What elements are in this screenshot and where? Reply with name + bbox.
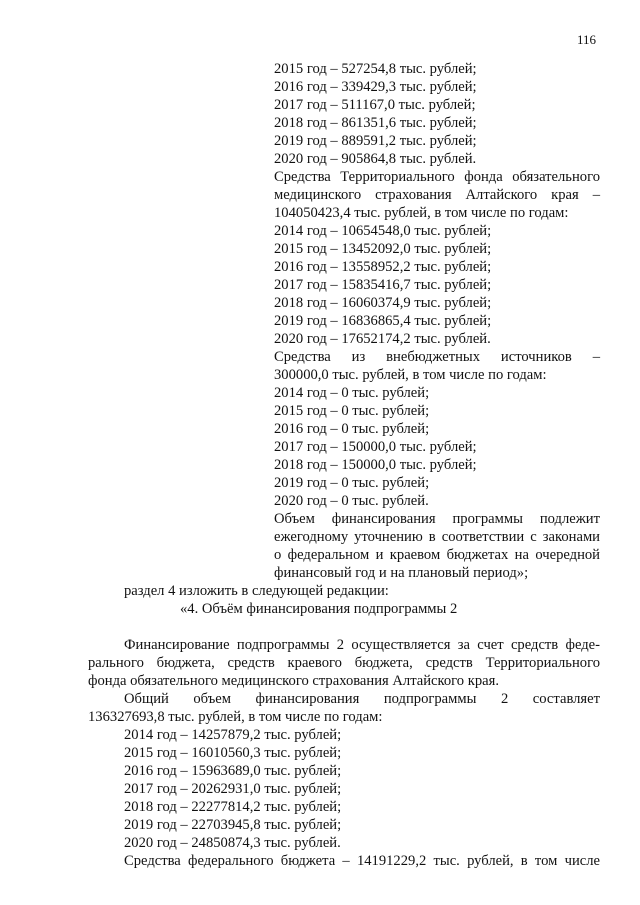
federal-budget-line: Средства федерального бюджета – 14191229,2 тыс. рублей, в том числе <box>124 853 600 869</box>
extrabudget-year-line: 2018 год – 150000,0 тыс. рублей; <box>274 457 477 473</box>
tfoms-heading-line: медицинского страхования Алтайского края – <box>274 187 600 203</box>
funding-year-line: 2019 год – 889591,2 тыс. рублей; <box>274 133 477 149</box>
tfoms-total-line: 104050423,4 тыс. рублей, в том числе по годам: <box>274 205 569 221</box>
tfoms-year-line: 2020 год – 17652174,2 тыс. рублей. <box>274 331 491 347</box>
note-line: ежегодному уточнению в соответствии с законами <box>274 529 600 545</box>
extrabudget-year-line: 2016 год – 0 тыс. рублей; <box>274 421 430 437</box>
extrabudget-year-line: 2019 год – 0 тыс. рублей; <box>274 475 430 491</box>
extrabudget-year-line: 2014 год – 0 тыс. рублей; <box>274 385 430 401</box>
note-line: о федеральном и краевом бюджетах на очередной <box>274 547 600 563</box>
tfoms-year-line: 2017 год – 15835416,7 тыс. рублей; <box>274 277 492 293</box>
total-heading-line: Общий объем финансирования подпрограммы 2 составляет <box>124 691 600 707</box>
section-heading: «4. Объём финансирования подпрограммы 2 <box>180 601 458 617</box>
total-year-line: 2020 год – 24850874,3 тыс. рублей. <box>124 835 341 851</box>
financing-line: рального бюджета, средств краевого бюджета, средств Территориального <box>88 655 600 671</box>
funding-year-line: 2020 год – 905864,8 тыс. рублей. <box>274 151 477 167</box>
extrabudget-year-line: 2020 год – 0 тыс. рублей. <box>274 493 429 509</box>
tfoms-heading-line: Средства Территориального фонда обязательного <box>274 169 600 185</box>
funding-year-line: 2017 год – 511167,0 тыс. рублей; <box>274 97 476 113</box>
total-year-line: 2019 год – 22703945,8 тыс. рублей; <box>124 817 342 833</box>
total-year-line: 2017 год – 20262931,0 тыс. рублей; <box>124 781 342 797</box>
page-number: 116 <box>576 32 596 47</box>
total-year-line: 2018 год – 22277814,2 тыс. рублей; <box>124 799 342 815</box>
tfoms-year-line: 2014 год – 10654548,0 тыс. рублей; <box>274 223 492 239</box>
funding-year-line: 2015 год – 527254,8 тыс. рублей; <box>274 61 477 77</box>
note-line: финансовый год и на плановый период»; <box>274 565 529 581</box>
total-year-line: 2016 год – 15963689,0 тыс. рублей; <box>124 763 342 779</box>
financing-line: фонда обязательного медицинского страхования Алтайского края. <box>88 673 499 689</box>
funding-year-line: 2018 год – 861351,6 тыс. рублей; <box>274 115 477 131</box>
tfoms-year-line: 2016 год – 13558952,2 тыс. рублей; <box>274 259 492 275</box>
extrabudget-heading-line: Средства из внебюджетных источников – <box>274 349 600 365</box>
tfoms-year-line: 2019 год – 16836865,4 тыс. рублей; <box>274 313 492 329</box>
tfoms-year-line: 2015 год – 13452092,0 тыс. рублей; <box>274 241 492 257</box>
financing-line: Финансирование подпрограммы 2 осуществляется за счет средств феде- <box>124 637 600 653</box>
total-year-line: 2015 год – 16010560,3 тыс. рублей; <box>124 745 342 761</box>
extrabudget-total-line: 300000,0 тыс. рублей, в том числе по годам: <box>274 367 547 383</box>
tfoms-year-line: 2018 год – 16060374,9 тыс. рублей; <box>274 295 492 311</box>
note-line: Объем финансирования программы подлежит <box>274 511 600 527</box>
total-amount-line: 136327693,8 тыс. рублей, в том числе по годам: <box>88 709 383 725</box>
section-instruction: раздел 4 изложить в следующей редакции: <box>124 583 389 599</box>
extrabudget-year-line: 2017 год – 150000,0 тыс. рублей; <box>274 439 477 455</box>
funding-year-line: 2016 год – 339429,3 тыс. рублей; <box>274 79 477 95</box>
total-year-line: 2014 год – 14257879,2 тыс. рублей; <box>124 727 342 743</box>
extrabudget-year-line: 2015 год – 0 тыс. рублей; <box>274 403 430 419</box>
